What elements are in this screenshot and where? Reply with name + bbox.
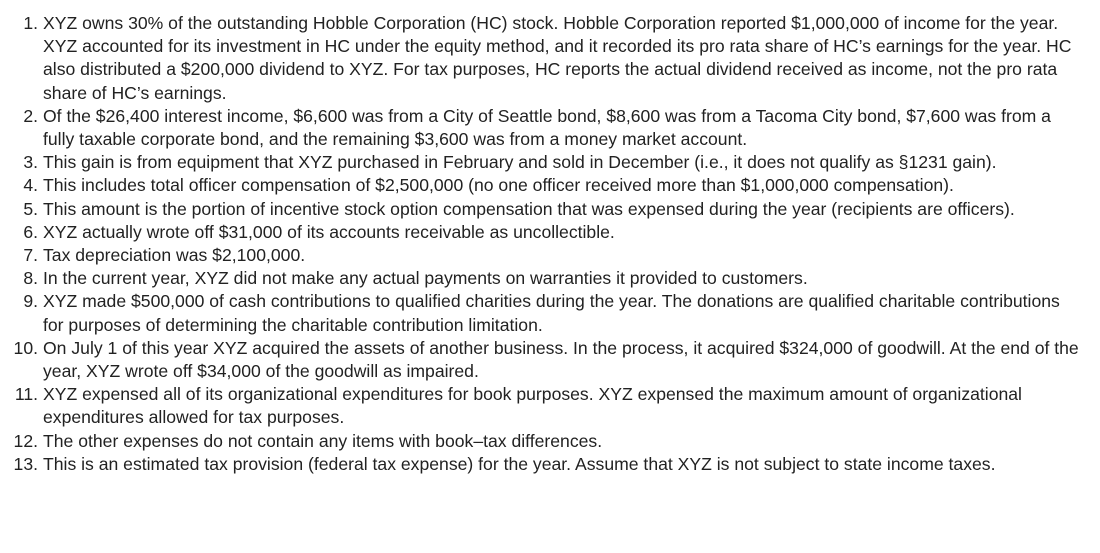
footnote-number: 9 . [0, 290, 38, 313]
footnote-text: XYZ made $500,000 of cash contributions to qualified charities during the year. The donations are qualified charitable contributions for purposes of determining the charitable contribution limitation. [43, 291, 1060, 335]
footnote-number: 12 . [0, 430, 38, 453]
footnote-number: 6 . [0, 221, 38, 244]
footnote-number: 1 . [0, 12, 38, 35]
footnote-number: 2 . [0, 105, 38, 128]
footnote-text: The other expenses do not contain any items with book–tax differences. [43, 430, 603, 451]
footnote-number: 5 . [0, 198, 38, 221]
footnote-item [0, 430, 1082, 453]
footnote-item [0, 383, 1082, 429]
footnote-item [0, 337, 1082, 383]
footnote-text: XYZ owns 30% of the outstanding Hobble Corporation (HC) stock. Hobble Corporation reported $1,000,000 of income for the year. XYZ accounted for its investment in HC under the equity method, and it recorded its pro rata share of HC’s earnings for the year. HC also distributed a $200,000 dividend to XYZ. For tax purposes, HC reports the actual dividend received as income, not the pro rata share of HC’s earnings. [43, 13, 1072, 103]
footnote-number: 4 . [0, 174, 38, 197]
footnote-item [0, 244, 1082, 267]
footnote-text: Of the $26,400 interest income, $6,600 was from a City of Seattle bond, $8,600 was from a Tacoma City bond, $7,600 was from a fully taxable corporate bond, and the remaining $3,600 was from a money market account. [43, 105, 1051, 150]
footnote-number: 10 . [0, 337, 38, 360]
footnote-item [0, 105, 1082, 151]
footnote-item [0, 221, 1082, 244]
footnote-text: In the current year, XYZ did not make any actual payments on warranties it provided to customers. [43, 268, 808, 289]
footnote-number: 8 . [0, 267, 38, 290]
footnote-text: XYZ actually wrote off $31,000 of its accounts receivable as uncollectible. [43, 221, 615, 242]
footnote-item [0, 174, 1082, 197]
footnote-item [0, 290, 1082, 336]
footnote-item [0, 151, 1082, 174]
footnote-text: This is an estimated tax provision (federal tax expense) for the year. Assume that XYZ is not subject to state income taxes. [43, 453, 996, 474]
footnote-number: 11 . [0, 383, 38, 406]
footnote-text: On July 1 of this year XYZ acquired the assets of another business. In the process, it acquired $324,000 of goodwill. At the end of the year, XYZ wrote off $34,000 of the goodwill as impaired. [43, 337, 1079, 382]
footnotes-list [0, 12, 1082, 476]
footnote-number: 13 . [0, 453, 38, 476]
footnote-item [0, 267, 1082, 290]
footnote-text: This amount is the portion of incentive stock option compensation that was expensed during the year (recipients are officers). [43, 198, 1015, 219]
footnote-item [0, 453, 1082, 476]
footnote-text: This includes total officer compensation of $2,500,000 (no one officer received more than $1,000,000 compensation). [43, 175, 954, 196]
footnote-text: XYZ expensed all of its organizational expenditures for book purposes. XYZ expensed the maximum amount of organizational expenditures allowed for tax purposes. [43, 384, 1022, 428]
footnote-number: 3 . [0, 151, 38, 174]
footnote-number: 7 . [0, 244, 38, 267]
footnote-text: Tax depreciation was $2,100,000. [43, 245, 306, 266]
footnote-text: This gain is from equipment that XYZ purchased in February and sold in December (i.e., it does not qualify as §1231 gain). [43, 152, 997, 173]
footnote-item [0, 12, 1082, 105]
footnote-item [0, 198, 1082, 221]
